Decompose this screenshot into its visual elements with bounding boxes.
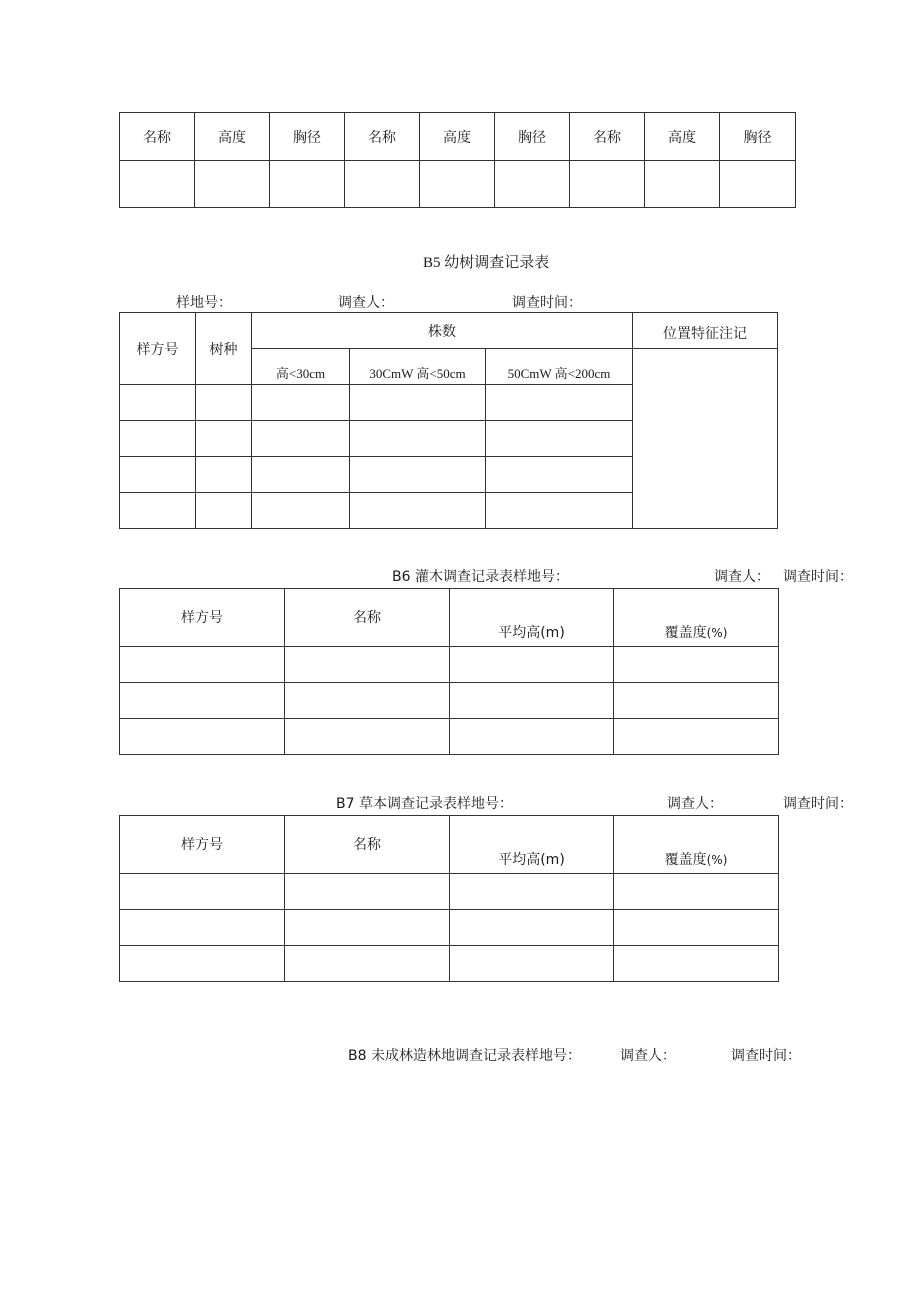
b6-header-avg-height: 平均高(m) (450, 589, 614, 647)
b8-title: B8 未成林造林地调查记录表样地号： (348, 1048, 581, 1064)
b5-header-h2: 30CmW 高<50cm (350, 349, 486, 385)
table-row (120, 683, 779, 719)
table-row (120, 946, 779, 982)
b5-sapling-table (119, 312, 778, 529)
b7-herb-table (119, 815, 779, 982)
table-row (120, 647, 779, 683)
b6-shrub-table (119, 588, 779, 755)
table-row (120, 874, 779, 910)
b7-header-coverage (614, 816, 779, 874)
b7-header-avg-height: 平均高(m) (450, 816, 614, 874)
b6-header-name: 名称 (285, 589, 450, 647)
header-dbh: 胸径 (720, 113, 796, 161)
header-name: 名称 (120, 113, 195, 161)
header-height: 高度 (195, 113, 270, 161)
b5-header-h1: 高<30cm (252, 349, 350, 385)
b7-investigator-label: 调查人： (667, 796, 723, 812)
b5-title: B5 幼树调查记录表 (423, 255, 550, 271)
b5-header-location: 位置特征注记 (633, 313, 778, 349)
b7-coverage-unit: (%) (706, 853, 728, 867)
b7-header-name: 名称 (285, 816, 450, 874)
b7-coverage-label: 覆盖度 (664, 852, 707, 868)
b8-investigator-label: 调查人： (620, 1048, 676, 1064)
header-height: 高度 (420, 113, 495, 161)
table-row (120, 719, 779, 755)
b5-investigator-label: 调查人： (338, 295, 394, 311)
b5-header-count: 株数 (252, 313, 633, 349)
header-dbh: 胸径 (495, 113, 570, 161)
header-name: 名称 (345, 113, 420, 161)
header-height: 高度 (645, 113, 720, 161)
b6-time-label: 调查时间： (783, 569, 853, 585)
b5-header-quadrat: 样方号 (120, 313, 196, 385)
header-name: 名称 (570, 113, 645, 161)
b5-location-cell[interactable] (633, 349, 778, 529)
b6-coverage-unit: (%) (706, 626, 728, 640)
b7-header-quadrat: 样方号 (120, 816, 285, 874)
b7-time-label: 调查时间： (783, 796, 853, 812)
table-row (120, 161, 796, 208)
b8-time-label: 调查时间： (731, 1048, 801, 1064)
b5-time-label: 调查时间： (512, 295, 582, 311)
top-tree-table (119, 112, 796, 208)
b5-header-species: 树种 (196, 313, 252, 385)
top-table-header-row (120, 113, 796, 161)
b5-header-h3: 50CmW 高<200cm (486, 349, 633, 385)
b7-title: B7 草本调查记录表样地号： (336, 796, 513, 812)
b6-investigator-label: 调查人： (714, 569, 770, 585)
header-dbh: 胸径 (270, 113, 345, 161)
b5-plot-label: 样地号： (176, 295, 232, 311)
b6-header-quadrat: 样方号 (120, 589, 285, 647)
b6-coverage-label: 覆盖度 (664, 625, 707, 641)
b6-header-coverage (614, 589, 779, 647)
table-row (120, 910, 779, 946)
b6-title: B6 灌木调查记录表样地号： (392, 569, 569, 585)
